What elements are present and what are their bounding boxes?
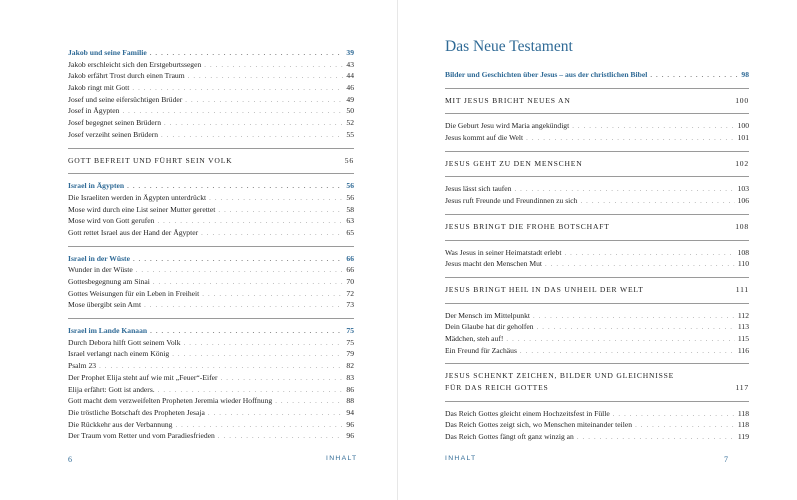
dot-leader [520,346,735,358]
toc-entry[interactable] [68,117,354,129]
left-page-number: 6 [68,455,72,464]
toc-entry[interactable] [68,227,354,239]
toc-entry[interactable] [68,215,354,227]
toc-page-number: 66 [346,265,354,275]
toc-entry[interactable] [68,59,354,71]
toc-entry-title: Wunder in der Wüste [68,265,133,275]
toc-page-number: 55 [346,129,354,139]
section-divider [445,401,749,402]
toc-page-number: 75 [346,326,354,336]
toc-entry-title: Das Reich Gottes zeigt sich, wo Menschen miteinander teilen [445,420,633,430]
dot-leader [635,420,735,432]
right-toc [445,69,749,443]
toc-page-number: 43 [346,59,354,69]
toc-page-number: 108 [735,221,749,231]
dot-leader [275,396,343,408]
toc-entry-title: GOTT BEFREIT UND FÜHRT SEIN VOLK [68,155,233,165]
toc-entry[interactable] [445,310,749,322]
dot-leader [577,432,735,444]
section-divider [445,88,749,89]
toc-entry[interactable] [445,120,749,132]
toc-page-number: 70 [346,277,354,286]
toc-page-number: 88 [346,396,354,406]
left-footer-label: INHALT [326,455,358,462]
toc-entry-title: Der Traum vom Retter und vom Paradiesfrieden [68,431,215,441]
toc-entry-title: Jakob erfährt Trost durch einen Traum [68,71,185,81]
toc-entry-title: Jesus lässt sich taufen [445,184,512,194]
toc-page-number: 73 [346,300,354,310]
toc-entry-title: JESUS BRINGT DIE FROHE BOTSCHAFT [445,221,610,231]
toc-page-number: 86 [346,384,354,394]
toc-page-number: 56 [344,155,354,165]
toc-page-number: 96 [346,419,354,429]
toc-entry-title: Jakob erschleicht sich den Erstgeburtssegen [68,59,202,69]
toc-page-number: 58 [346,204,354,214]
right-page [398,0,797,500]
toc-entry-title: Mose wird durch eine List seiner Mutter gerettet [68,204,216,214]
toc-entry-title: JESUS GEHT ZU DEN MENSCHEN [445,158,583,168]
toc-entry-title: Jakob und seine Familie [68,48,147,57]
toc-entry-title: Josef und seine eifersüchtigen Brüder [68,94,183,104]
toc-chapter-heading[interactable] [445,69,749,81]
toc-entry-title: Gott rettet Israel aus der Hand der Ägypter [68,227,199,237]
toc-page-number: 56 [346,181,354,191]
toc-entry[interactable] [68,129,354,141]
toc-page-number: 94 [346,407,354,417]
toc-page-number: 79 [346,349,354,359]
toc-entry[interactable] [68,337,354,349]
toc-entry[interactable] [68,264,354,276]
dot-leader [164,118,343,130]
toc-page-number: 49 [346,94,354,104]
section-divider [68,318,354,319]
dot-leader [172,349,343,361]
toc-page-number: 50 [346,106,354,116]
dot-leader [218,205,343,217]
toc-page-number: 110 [737,259,749,269]
left-page [0,0,398,500]
toc-entry[interactable] [68,384,354,396]
toc-chapter-heading[interactable] [68,325,354,337]
toc-entry-title: Die tröstliche Botschaft des Propheten Jesaja [68,407,205,417]
dot-leader [545,259,735,271]
left-toc [68,47,354,442]
toc-entry[interactable] [68,105,354,117]
toc-section-heading[interactable] [68,155,354,167]
toc-page-number: 75 [346,337,354,347]
toc-entry-title: Israel im Lande Kanaan [68,326,148,336]
toc-entry-title: Mose übergibt sein Amt [68,300,142,310]
dot-leader [204,60,343,72]
dot-leader [533,311,735,323]
toc-entry-title: Was Jesus in seiner Heimatstadt erlebt [445,247,562,257]
toc-entry-title: Das Reich Gottes fängt oft ganz winzig an [445,432,574,442]
toc-page-number: 112 [737,310,749,320]
dot-leader [221,373,344,385]
dot-leader [136,265,344,277]
toc-page-number: 115 [737,333,749,343]
toc-page-number: 111 [735,284,749,294]
dot-leader [161,130,343,142]
toc-entry[interactable] [68,82,354,94]
toc-entry[interactable] [68,419,354,431]
toc-entry-title: Josef begegnet seinen Brüdern [68,118,161,128]
toc-entry-title: Der Mensch im Mittelpunkt [445,310,530,320]
toc-page-number: 117 [735,383,749,392]
toc-entry[interactable] [68,348,354,360]
section-divider [445,113,749,114]
section-divider [68,148,354,149]
toc-entry[interactable] [68,372,354,384]
toc-page-number: 83 [346,372,354,382]
dot-leader [188,71,344,83]
toc-entry[interactable] [445,431,749,443]
toc-entry[interactable] [68,288,354,300]
right-page-number: 7 [724,455,728,464]
dot-leader [202,289,343,301]
toc-entry[interactable] [68,204,354,216]
toc-chapter-heading[interactable] [68,253,354,265]
toc-page-number: 103 [737,184,749,194]
dot-leader [144,300,343,312]
dot-leader [564,248,734,260]
toc-page-number: 100 [737,121,749,131]
toc-entry-title: Die Rückkehr aus der Verbannung [68,419,173,429]
toc-page-number: 72 [346,288,354,298]
toc-entry[interactable] [68,192,354,204]
toc-entry-title: JESUS BRINGT HEIL IN DAS UNHEIL DER WELT [445,284,644,294]
toc-entry[interactable] [68,395,354,407]
toc-page-number: 56 [346,192,354,202]
toc-entry[interactable] [445,195,749,207]
dot-leader [184,338,344,350]
toc-page-number: 82 [346,361,354,371]
toc-page-number: 65 [346,227,354,237]
dot-leader [580,196,734,208]
toc-entry-title: Gottesbegegnung am Sinai [68,277,150,286]
toc-entry-title: Israel verlangt nach einem König [68,349,170,359]
toc-page-number: 102 [735,158,749,168]
section-title: Das Neue Testament [445,38,573,55]
toc-entry-title: Psalm 23 [68,361,97,371]
toc-entry[interactable] [445,247,749,259]
toc-page-number: 108 [737,247,749,257]
toc-entry-title: Ein Freund für Zachäus [445,345,517,355]
toc-entry[interactable] [68,276,354,288]
toc-entry-title: Elija erfährt: Gott ist anders. [68,384,155,394]
section-divider [445,214,749,215]
toc-entry[interactable] [445,333,749,345]
toc-entry[interactable] [445,258,749,270]
toc-entry-title: MIT JESUS BRICHT NEUES AN [445,95,571,105]
toc-entry-title: Gottes Weisungen für ein Leben in Freiheit [68,288,200,298]
toc-entry[interactable] [68,299,354,311]
toc-page-number: 46 [346,83,354,93]
toc-chapter-heading[interactable] [68,180,354,192]
toc-entry[interactable] [68,94,354,106]
toc-page-number: 63 [346,216,354,226]
toc-page-number: 96 [346,431,354,441]
toc-page-number: 52 [346,118,354,128]
toc-entry-title: Bilder und Geschichten über Jesus – aus der christlichen Bibel [445,70,648,79]
dot-leader [218,431,344,443]
toc-entry[interactable] [445,419,749,431]
toc-page-number: 118 [737,408,749,418]
toc-entry-title: Josef in Ägypten [68,106,120,116]
dot-leader [208,408,344,420]
section-divider [445,303,749,304]
toc-page-number: 98 [741,70,749,79]
toc-entry-title: Jakob ringt mit Gott [68,83,130,93]
dot-leader [209,193,343,205]
toc-page-number: 101 [737,133,749,143]
toc-section-heading[interactable] [445,221,749,233]
toc-entry[interactable] [445,345,749,357]
toc-entry-title: Jesus kommt auf die Welt [445,133,524,143]
toc-entry[interactable] [68,360,354,372]
dot-leader [506,334,734,346]
dot-leader [526,133,734,145]
toc-page-number: 39 [346,48,354,57]
toc-entry-title: Mädchen, steh auf! [445,333,504,343]
toc-entry-title: Jesus ruft Freunde und Freundinnen zu sich [445,196,578,206]
section-divider [445,277,749,278]
toc-page-number: 118 [737,420,749,430]
toc-page-number: 116 [737,345,749,355]
dot-leader [201,228,343,240]
right-footer-label: INHALT [445,455,477,462]
toc-page-number: 44 [346,71,354,81]
toc-entry-title: Die Israeliten werden in Ägypten unterdrückt [68,192,207,202]
toc-section-heading[interactable] [445,284,749,296]
toc-entry-title: Das Reich Gottes gleicht einem Hochzeitsfest in Fülle [445,408,610,418]
toc-entry[interactable] [68,70,354,82]
toc-entry-title: JESUS SCHENKT ZEICHEN, BILDER UND GLEICHNISSE [445,371,675,381]
toc-section-heading[interactable] [445,158,749,170]
toc-entry[interactable] [68,430,354,442]
toc-entry-title: Gott macht dem verzweifelten Propheten Jeremia wieder Hoffnung [68,396,273,406]
toc-section-heading[interactable] [445,370,749,382]
toc-entry-title: Jesus macht den Menschen Mut [445,259,543,269]
toc-entry[interactable] [445,408,749,420]
toc-entry-title: Israel in der Wüste [68,253,130,263]
toc-entry-title: Dein Glaube hat dir geholfen [445,322,534,332]
toc-entry[interactable] [445,132,749,144]
toc-entry-title: Israel in Ägypten [68,181,125,191]
toc-page-number: 66 [346,253,354,263]
section-divider [445,151,749,152]
section-divider [445,363,749,364]
toc-section-heading[interactable] [445,95,749,107]
toc-entry-title: Die Geburt Jesu wird Maria angekündigt [445,121,570,131]
section-divider [68,246,354,247]
dot-leader [185,95,343,107]
section-divider [68,173,354,174]
toc-entry[interactable] [68,407,354,419]
toc-entry-title: Mose wird von Gott gerufen [68,216,155,226]
dot-leader [650,70,738,82]
toc-entry[interactable] [445,321,749,333]
toc-page-number: 106 [737,196,749,206]
toc-entry-title: Der Prophet Elija steht auf wie mit „Feuer“-Eifer [68,372,218,382]
toc-page-number: 113 [737,322,749,332]
dot-leader [537,322,735,334]
toc-page-number: 119 [737,432,749,442]
toc-entry[interactable] [445,183,749,195]
toc-section-heading[interactable] [445,382,749,394]
dot-leader [572,121,734,133]
section-divider [445,176,749,177]
toc-entry-title: FÜR DAS REICH GOTTES [445,383,549,392]
dot-leader [133,254,343,266]
toc-entry-title: Durch Debora hilft Gott seinem Volk [68,337,181,347]
toc-chapter-heading[interactable] [68,47,354,59]
toc-page-number: 100 [735,95,749,105]
section-divider [445,240,749,241]
toc-entry-title: Josef verzeiht seinen Brüdern [68,129,159,139]
